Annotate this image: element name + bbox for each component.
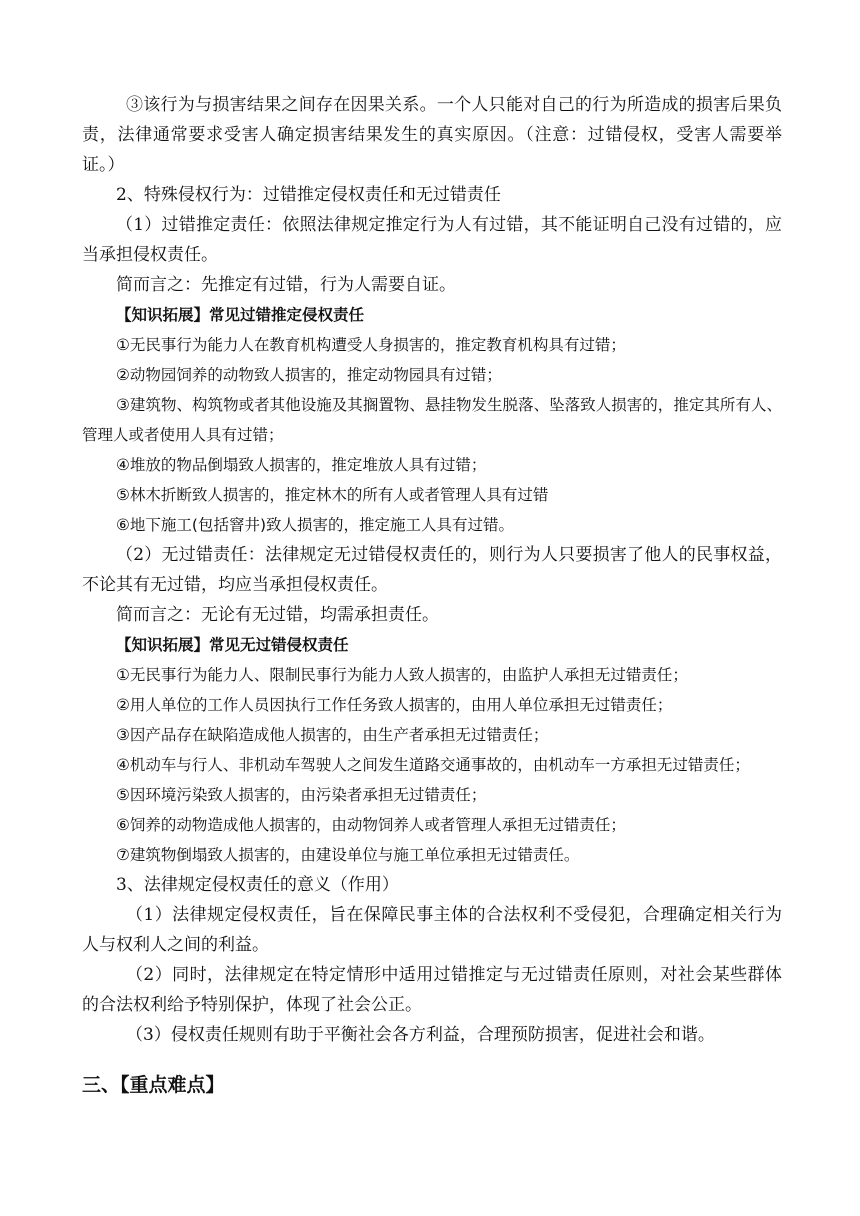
document-body bbox=[82, 90, 782, 1100]
list-item: ①无民事行为能力人在教育机构遭受人身损害的，推定教育机构具有过错； bbox=[116, 336, 626, 354]
spacer bbox=[82, 1050, 782, 1070]
list-item: ③建筑物、构筑物或者其他设施及其搁置物、悬挂物发生脱落、坠落致人损害的，推定其所有人、管理人或者使用人具有过错； bbox=[82, 396, 782, 444]
list-item: ②用人单位的工作人员因执行工作任务致人损害的，由用人单位承担无过错责任； bbox=[116, 696, 673, 714]
list-item: ②动物园饲养的动物致人损害的，推定动物园具有过错； bbox=[116, 366, 502, 384]
list-item: ⑤因环境污染致人损害的，由污染者承担无过错责任； bbox=[116, 786, 487, 804]
paragraph: （2）无过错责任：法律规定无过错侵权责任的，则行为人只要损害了他人的民事权益，不论其有无过错，均应当承担侵权责任。 bbox=[82, 545, 782, 595]
list-item: ③因产品存在缺陷造成他人损害的，由生产者承担无过错责任； bbox=[116, 726, 549, 744]
paragraph: 简而言之：先推定有过错，行为人需要自证。 bbox=[116, 275, 456, 295]
list-item: ⑥地下施工(包括窨井)致人损害的，推定施工人具有过错。 bbox=[116, 516, 514, 534]
list-item: ⑥饲养的动物造成他人损害的，由动物饲养人或者管理人承担无过错责任； bbox=[116, 816, 626, 834]
list-item: ④机动车与行人、非机动车驾驶人之间发生道路交通事故的，由机动车一方承担无过错责任； bbox=[116, 756, 750, 774]
paragraph: 简而言之：无论有无过错，均需承担责任。 bbox=[116, 605, 439, 625]
section-heading: 三、【重点难点】 bbox=[82, 1074, 225, 1096]
paragraph: （1）过错推定责任：依照法律规定推定行为人有过错，其不能证明自己没有过错的，应当承担侵权责任。 bbox=[82, 215, 782, 265]
paragraph: （3）侵权责任规则有助于平衡社会各方利益，合理预防损害，促进社会和谐。 bbox=[126, 1025, 715, 1045]
list-item: ①无民事行为能力人、限制民事行为能力人致人损害的，由监护人承担无过错责任； bbox=[116, 666, 688, 684]
list-item: ⑤林木折断致人损害的，推定林木的所有人或者管理人具有过错 bbox=[116, 486, 549, 504]
list-item: ⑦建筑物倒塌致人损害的，由建设单位与施工单位承担无过错责任。 bbox=[116, 846, 580, 864]
knowledge-extension-heading: 【知识拓展】常见无过错侵权责任 bbox=[116, 636, 349, 654]
paragraph: ③该行为与损害结果之间存在因果关系。一个人只能对自己的行为所造成的损害后果负责，法律通常要求受害人确定损害结果发生的真实原因。（注意：过错侵权，受害人需要举证。） bbox=[82, 95, 782, 175]
subheading: 3、法律规定侵权责任的意义（作用） bbox=[116, 875, 399, 895]
paragraph: （1）法律规定侵权责任，旨在保障民事主体的合法权利不受侵犯，合理确定相关行为人与权利人之间的利益。 bbox=[82, 905, 782, 955]
paragraph: （2）同时，法律规定在特定情形中适用过错推定与无过错责任原则，对社会某些群体的合法权利给予特别保护，体现了社会公正。 bbox=[82, 965, 782, 1015]
knowledge-extension-heading: 【知识拓展】常见过错推定侵权责任 bbox=[116, 306, 365, 324]
list-item: ④堆放的物品倒塌致人损害的，推定堆放人具有过错； bbox=[116, 456, 487, 474]
subheading: 2、特殊侵权行为：过错推定侵权责任和无过错责任 bbox=[116, 185, 501, 205]
